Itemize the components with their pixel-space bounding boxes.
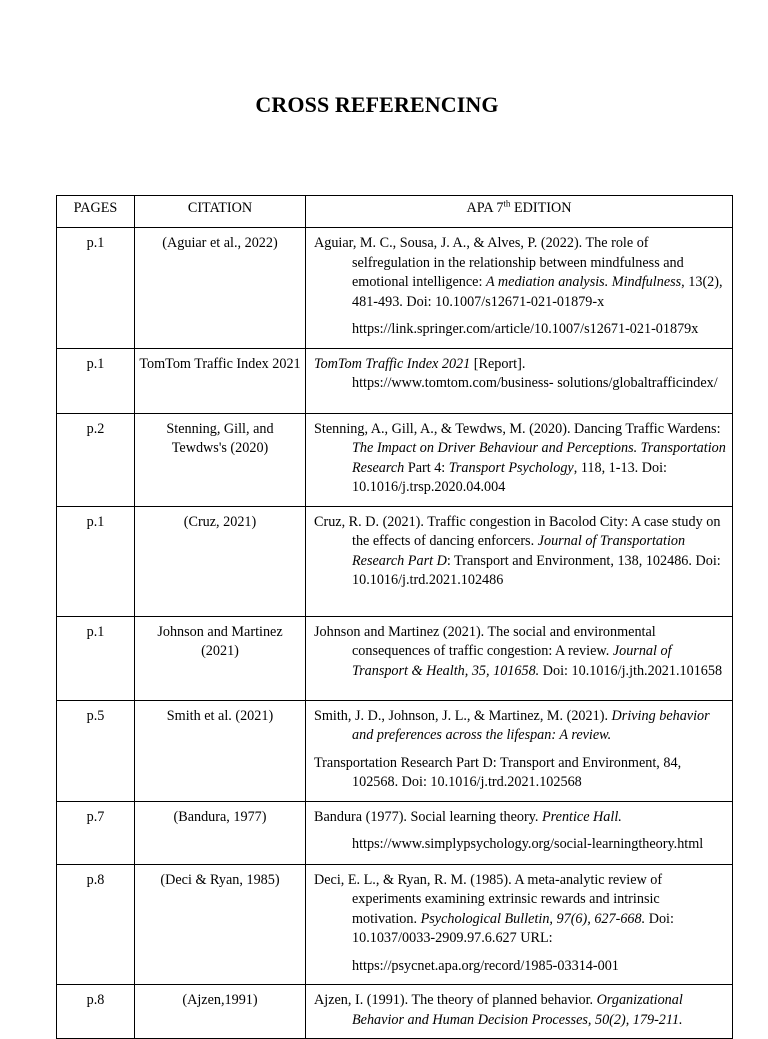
table-row [57,864,733,985]
apa-reference-cell [306,801,733,864]
apa-reference-cell [306,700,733,801]
reference-text [314,754,728,793]
table-header-row [57,196,733,228]
reference-url [314,835,728,855]
table-row [57,228,733,349]
page-title: CROSS REFERENCING [255,92,499,117]
apa-header-superscript: th [503,198,511,209]
reference-italic-segment: Organizational Behavior and Human Decision Processes, 50(2), 179-211. [352,992,683,1028]
page-number-cell: p.8 [57,864,135,985]
citation-cell: Stenning, Gill, and Tewdws's (2020) [135,413,306,506]
citation-cell: (Aguiar et al., 2022) [135,228,306,349]
page-number-cell: p.1 [57,228,135,349]
page-number-cell: p.5 [57,700,135,801]
table-row [57,348,733,413]
reference-text [314,991,728,1030]
reference-text [314,871,728,949]
reference-segment: Part 4: [404,459,449,476]
reference-text [314,513,728,591]
cross-reference-table [56,195,733,1039]
table-row [57,700,733,801]
citation-cell: Smith et al. (2021) [135,700,306,801]
apa-header-suffix: EDITION [510,200,572,216]
reference-italic-segment: A mediation analysis. Mindfulness [485,274,682,290]
citation-cell: (Deci & Ryan, 1985) [135,864,306,985]
reference-segment: Stenning, A., Gill, A., & Tewdws, M. (2020). Dancing Traffic Wardens: [314,420,721,437]
apa-reference-cell [306,864,733,985]
pages-column-header: PAGES [57,196,135,228]
reference-segment: https://link.springer.com/article/10.1007/s12671-021-01879x [352,321,699,337]
citation-cell: (Bandura, 1977) [135,801,306,864]
page-number-cell: p.1 [57,348,135,413]
reference-segment: Bandura (1977). Social learning theory. [314,808,542,825]
reference-italic-segment: Journal of Transportation Research Part D [352,533,686,569]
page-number-cell: p.8 [57,985,135,1039]
page-number-cell: p.2 [57,413,135,506]
reference-italic-segment: Prentice Hall. [541,808,622,825]
reference-segment: : Transport and Environment, 138, 102486. Doi: 10.1016/j.trd.2021.102486 [352,552,721,588]
citation-cell: TomTom Traffic Index 2021 [135,348,306,413]
apa-reference-cell [306,228,733,349]
reference-segment: Transportation Research Part D: Transport and Environment, 84, 102568. Doi: 10.1016/j.trd.2021.102568 [314,754,682,790]
citation-cell: (Cruz, 2021) [135,506,306,616]
reference-segment: Doi: 10.1016/j.jth.2021.101658 [539,662,723,679]
citation-column-header: CITATION [135,196,306,228]
reference-segment: , 118, 1-13. Doi: 10.1016/j.trsp.2020.04.004 [352,459,667,495]
reference-segment: Smith, J. D., Johnson, J. L., & Martinez, M. (2021). [314,707,612,724]
reference-segment: Deci, E. L., & Ryan, R. M. (1985). A meta-analytic review of experiments examining extrinsic rewards and intrinsic motivation. [314,871,663,927]
page-number-cell: p.7 [57,801,135,864]
apa-reference-cell [306,506,733,616]
reference-italic-segment: Driving behavior and preferences across the lifespan: A review. [352,707,710,743]
table-row [57,616,733,700]
page-number-cell: p.1 [57,506,135,616]
apa-header-label: APA 7 [466,200,504,216]
apa-reference-cell [306,985,733,1039]
reference-text [314,355,728,394]
reference-segment: Doi: 10.1037/0033-2909.97.6.627 URL: [352,910,674,946]
reference-italic-segment: TomTom Traffic Index 2021 [314,355,471,372]
table-row [57,413,733,506]
reference-text [314,707,728,746]
apa-reference-cell [306,413,733,506]
reference-italic-segment: Journal of Transport & Health, 35, 101658. [352,643,672,679]
reference-segment: https://psycnet.apa.org/record/1985-03314-001 [352,957,619,974]
apa-column-header [306,196,733,228]
table-row [57,801,733,864]
reference-segment: , 13(2), 481-493. Doi: 10.1007/s12671-021-01879-x [352,274,723,310]
reference-text [314,808,728,828]
reference-segment: Johnson and Martinez (2021). The social and environmental consequences of traffic congestion: A review. [314,623,656,659]
reference-text [314,420,728,498]
reference-segment: Cruz, R. D. (2021). Traffic congestion in Bacolod City: A case study on the effects of dancing enforcers. [314,513,721,549]
table-row [57,985,733,1039]
table-row [57,506,733,616]
reference-italic-segment: The Impact on Driver Behaviour and Perceptions. Transportation Research [352,440,726,476]
reference-text [314,623,728,682]
reference-url [314,957,728,977]
reference-segment: [Report]. https://www.tomtom.com/business- solutions/globaltrafficindex/ [352,355,718,391]
citation-cell: Johnson and Martinez (2021) [135,616,306,700]
reference-text [314,234,728,312]
apa-reference-cell [306,348,733,413]
reference-segment: Ajzen, I. (1991). The theory of planned behavior. [314,992,597,1008]
reference-italic-segment: Psychological Bulletin, 97(6), 627-668. [420,910,646,927]
reference-segment: https://www.simplypsychology.org/social-learningtheory.html [352,836,704,852]
apa-reference-cell [306,616,733,700]
citation-cell: (Ajzen,1991) [135,985,306,1039]
reference-italic-segment: Transport Psychology [448,459,574,476]
reference-segment: Aguiar, M. C., Sousa, J. A., & Alves, P. (2022). The role of selfregulation in the relationship between mindfulness and emotional intelligence: [314,235,684,290]
reference-url [314,320,728,340]
page-number-cell: p.1 [57,616,135,700]
